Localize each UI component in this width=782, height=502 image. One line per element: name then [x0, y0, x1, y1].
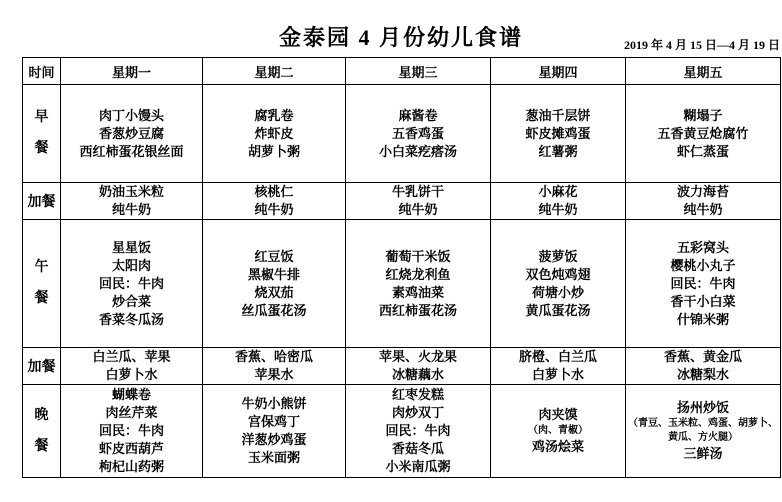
- menu-cell: [61, 183, 203, 220]
- dish-item: 烧双茄: [254, 284, 294, 300]
- dish-item: 香干小白菜: [670, 293, 736, 309]
- dish-item: 虾皮摊鸡蛋: [525, 125, 591, 141]
- menu-cell: [491, 385, 626, 478]
- meal-label-char: 晚: [34, 407, 49, 423]
- dish-item: 红豆饭: [254, 248, 294, 264]
- meal-label-char: 餐: [34, 438, 49, 454]
- meal-label: [23, 220, 61, 348]
- dish-item: 荷塘小炒: [531, 284, 584, 300]
- menu-cell: [346, 348, 491, 385]
- dish-item: 小麻花: [538, 184, 578, 199]
- date-range: 2019 年 4 月 15 日—4 月 19 日: [623, 38, 780, 52]
- menu-cell: [491, 85, 626, 183]
- dish-item: 五香鸡蛋: [391, 125, 444, 141]
- menu-cell: [203, 385, 346, 478]
- dish-item: 香菇冬瓜: [391, 441, 444, 456]
- meal-row-3: [23, 348, 781, 385]
- dish-item: 星星饭: [111, 239, 151, 255]
- menu-cell: [491, 220, 626, 348]
- menu-cell: [346, 385, 491, 478]
- dish-item: 回民：牛肉: [98, 275, 164, 291]
- dish-item: 白兰瓜、苹果: [92, 349, 171, 364]
- dish-item: 苹果、火龙果: [378, 349, 457, 364]
- header-cell-5: 星期五: [626, 58, 781, 85]
- dish-item: 菠萝饭: [538, 248, 578, 264]
- meal-label: 加餐: [23, 348, 61, 385]
- dish-item: 五香黄豆炝腐竹: [657, 125, 749, 141]
- dish-item: 白萝卜水: [531, 367, 584, 382]
- header-row: [23, 58, 781, 85]
- meal-label-char: 午: [34, 260, 49, 275]
- menu-cell: [61, 220, 203, 348]
- meal-row-2: [23, 220, 781, 348]
- dish-item: 小白菜疙瘩汤: [378, 143, 457, 159]
- dish-item: （青豆、玉米粒、鸡蛋、胡萝卜、黄瓜、方火腿）: [628, 418, 778, 443]
- menu-cell: [626, 348, 781, 385]
- dish-item: 纯牛奶: [254, 202, 294, 217]
- dish-item: 什锦米粥: [676, 311, 729, 327]
- dish-item: 核桃仁: [254, 184, 294, 199]
- meal-row-4: [23, 385, 781, 478]
- menu-table: [22, 57, 781, 478]
- dish-item: 红烧龙利鱼: [385, 266, 451, 282]
- dish-item: 素鸡油菜: [391, 284, 444, 300]
- dish-item: 红枣发糕: [391, 387, 444, 402]
- dish-item: 冰糖藕水: [391, 367, 444, 382]
- menu-cell: [61, 85, 203, 183]
- menu-cell: [491, 348, 626, 385]
- dish-item: 牛奶小熊饼: [241, 396, 307, 411]
- dish-item: 苹果水: [254, 367, 294, 382]
- dish-item: 葡萄干米饭: [385, 248, 451, 264]
- dish-item: 宫保鸡丁: [247, 414, 300, 429]
- meal-label-char: 餐: [34, 291, 49, 306]
- meal-label: [23, 85, 61, 183]
- meal-label-char: 餐: [34, 141, 49, 156]
- dish-item: 肉丁小馒头: [98, 107, 164, 123]
- menu-cell: [203, 183, 346, 220]
- dish-item: 牛乳饼干: [391, 184, 444, 199]
- dish-item: 糊塌子: [683, 107, 723, 123]
- dish-item: 西红柿蛋花汤: [378, 302, 457, 318]
- dish-item: 黄瓜蛋花汤: [525, 302, 591, 318]
- dish-item: 香蕉、黄金瓜: [663, 349, 742, 364]
- dish-item: 红薯粥: [538, 143, 578, 159]
- menu-body: [23, 85, 781, 478]
- dish-item: 脐橙、白兰瓜: [518, 349, 597, 364]
- menu-cell: [203, 85, 346, 183]
- dish-item: 回民：牛肉: [385, 423, 451, 438]
- header-cell-3: 星期三: [346, 58, 491, 85]
- dish-item: 腐乳卷: [254, 107, 294, 123]
- dish-item: 麻酱卷: [398, 107, 438, 123]
- dish-item: 纯牛奶: [683, 202, 723, 217]
- dish-item: 虾仁蒸蛋: [676, 143, 729, 159]
- dish-item: 奶油玉米粒: [98, 184, 164, 199]
- dish-item: 双色炖鸡翅: [525, 266, 591, 282]
- meal-row-1: [23, 183, 781, 220]
- menu-cell: [346, 85, 491, 183]
- meal-label: 加餐: [23, 183, 61, 220]
- dish-item: 蝴蝶卷: [111, 387, 151, 402]
- dish-item: 虾皮西葫芦: [98, 441, 164, 456]
- dish-item: 肉炒双丁: [391, 405, 444, 420]
- dish-item: 扬州炒饭: [676, 400, 729, 415]
- dish-item: 小米南瓜粥: [385, 459, 451, 474]
- dish-item: 黑椒牛排: [247, 266, 300, 282]
- menu-cell: [491, 183, 626, 220]
- dish-item: 纯牛奶: [538, 202, 578, 217]
- meal-label: [23, 385, 61, 478]
- dish-item: 肉丝芹菜: [105, 405, 158, 420]
- dish-item: 波力海苔: [676, 184, 729, 199]
- header-cell-1: 星期一: [61, 58, 203, 85]
- dish-item: 西红柿蛋花银丝面: [79, 143, 184, 159]
- dish-item: 洋葱炒鸡蛋: [241, 432, 307, 447]
- menu-cell: [626, 220, 781, 348]
- dish-item: 葱油千层饼: [525, 107, 591, 123]
- dish-item: （肉、青椒）: [528, 425, 588, 436]
- page-title: 金泰园 4 月份幼儿食谱: [278, 25, 523, 50]
- dish-item: 肉夹馍: [538, 407, 578, 422]
- menu-cell: [626, 385, 781, 478]
- dish-item: 枸杞山药粥: [98, 459, 164, 474]
- dish-item: 香葱炒豆腐: [98, 125, 164, 141]
- dish-item: 白萝卜水: [105, 367, 158, 382]
- dish-item: 太阳肉: [111, 257, 151, 273]
- dish-item: 五彩窝头: [676, 239, 729, 255]
- menu-cell: [61, 348, 203, 385]
- header-cell-0: 时间: [23, 58, 61, 85]
- dish-item: 炸虾皮: [254, 125, 294, 141]
- dish-item: 回民：牛肉: [98, 423, 164, 438]
- menu-cell: [203, 220, 346, 348]
- dish-item: 三鲜汤: [683, 446, 723, 461]
- dish-item: 纯牛奶: [398, 202, 438, 217]
- meal-row-0: [23, 85, 781, 183]
- dish-item: 炒合菜: [111, 293, 151, 309]
- dish-item: 鸡汤烩菜: [531, 439, 584, 454]
- header-cell-4: 星期四: [491, 58, 626, 85]
- menu-cell: [203, 348, 346, 385]
- dish-item: 冰糖梨水: [676, 367, 729, 382]
- menu-cell: [346, 183, 491, 220]
- dish-item: 胡萝卜粥: [247, 143, 300, 159]
- dish-item: 玉米面粥: [247, 450, 300, 465]
- menu-cell: [346, 220, 491, 348]
- meal-label-char: 早: [34, 110, 49, 125]
- dish-item: 香蕉、哈密瓜: [234, 349, 313, 364]
- dish-item: 纯牛奶: [111, 202, 151, 217]
- menu-cell: [626, 85, 781, 183]
- dish-item: 回民：牛肉: [670, 275, 736, 291]
- menu-cell: [61, 385, 203, 478]
- menu-cell: [626, 183, 781, 220]
- dish-item: 樱桃小丸子: [670, 257, 736, 273]
- dish-item: 香菜冬瓜汤: [98, 311, 164, 327]
- header-cell-2: 星期二: [203, 58, 346, 85]
- dish-item: 丝瓜蛋花汤: [241, 302, 307, 318]
